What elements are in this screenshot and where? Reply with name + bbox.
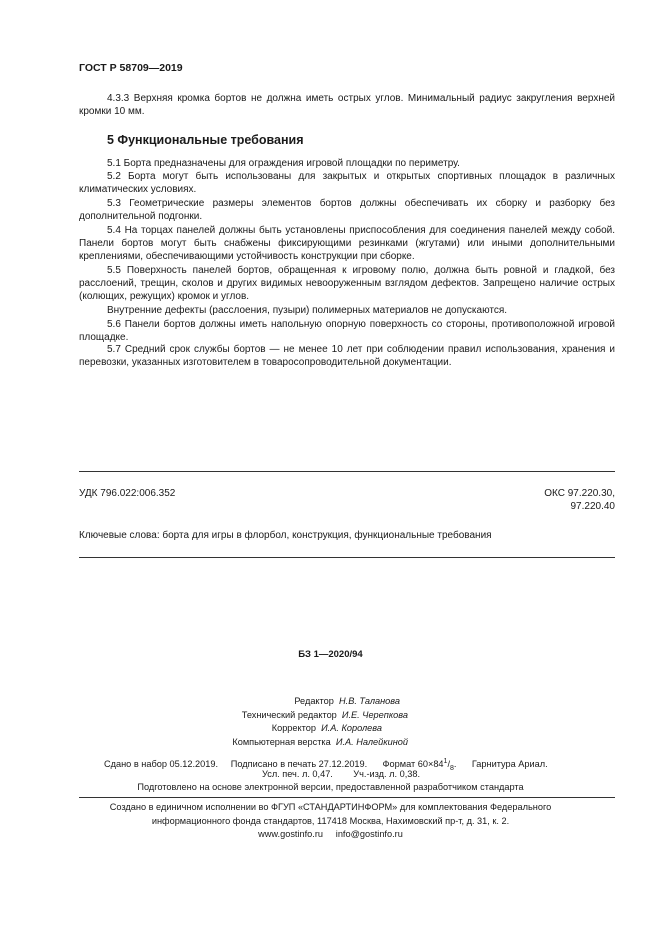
- paragraph-5-2: 5.2 Борта могут быть использованы для закрытых и открытых спортивных площадок в различных климатических условиях.: [79, 171, 615, 196]
- oks-code-1: ОКС 97.220.30,: [544, 488, 615, 499]
- printed-sheets: Усл. печ. л. 0,47.: [262, 769, 333, 779]
- divider-top: [79, 471, 615, 472]
- typeface: Гарнитура Ариал.: [471, 759, 548, 770]
- divider-bottom: [79, 557, 615, 558]
- sign-date: Подписано в печать 27.12.2019.: [230, 759, 368, 770]
- credit-role: Технический редактор: [241, 709, 337, 720]
- set-date: Сдано в набор 05.12.2019.: [104, 759, 219, 770]
- document-header: ГОСТ Р 58709—2019: [79, 62, 183, 74]
- paper-format: Формат $60\times 84^1/_8$.: [382, 758, 457, 772]
- keywords: Ключевые слова: борта для игры в флорбол, конструкция, функциональные требования: [79, 530, 492, 541]
- credit-name: И.А. Королева: [321, 723, 382, 734]
- credit-proofreader: [200, 722, 450, 736]
- email-link[interactable]: info@gostinfo.ru: [335, 829, 403, 839]
- credit-editor: [200, 695, 450, 709]
- paragraph-5-5-defects: Внутренние дефекты (расслоения, пузыри) полимерных материалов не допускаются.: [107, 305, 508, 316]
- imprint-sheets-line: [262, 768, 420, 782]
- paragraph-5-1: 5.1 Борта предназначены для ограждения игровой площадки по периметру.: [107, 158, 460, 169]
- section-title: 5 Функциональные требования: [107, 133, 304, 147]
- udk-code: УДК 796.022:006.352: [79, 488, 176, 499]
- oks-code-2: 97.220.40: [570, 501, 615, 512]
- bulletin-number: БЗ 1—2020/94: [298, 649, 363, 660]
- credit-role: Редактор: [294, 696, 334, 706]
- credit-role: Компьютерная верстка: [232, 736, 331, 747]
- imprint-divider: [79, 797, 615, 798]
- website-link[interactable]: www.gostinfo.ru: [258, 829, 324, 839]
- publisher-line-2: информационного фонда стандартов, 117418 Москва, Нахимовский пр-т, д. 31, к. 2.: [151, 816, 510, 826]
- credit-tech-editor: [200, 709, 450, 723]
- credits-block: [200, 695, 450, 749]
- credit-layout: [200, 736, 450, 750]
- paragraph-5-6: 5.6 Панели бортов должны иметь напольную опорную поверхность со стороны, противоположной игровой площадке.: [79, 319, 615, 344]
- credit-name: И.А. Налейкиной: [335, 736, 408, 747]
- edition-sheets: Уч.-изд. л. 0,38.: [353, 769, 421, 779]
- paragraph-5-3: 5.3 Геометрические размеры элементов бортов должны обеспечивать их сборку и разборку без дополнительной подгонки.: [79, 198, 615, 223]
- paragraph-4-3-3: 4.3.3 Верхняя кромка бортов не должна иметь острых углов. Минимальный радиус закругления верхней кромки 10 мм.: [79, 93, 615, 118]
- credit-name: И.Е. Черепкова: [341, 709, 408, 720]
- paragraph-5-4: 5.4 На торцах панелей должны быть установлены приспособления для соединения панелей между собой. Панели бортов могут быть снабжены фиксирующими резинками (жгутами) или иными дополнительными креплениями, обеспечивающими устойчивость конструкции при сборке.: [79, 225, 615, 263]
- publisher-contacts: [0, 828, 661, 842]
- prepared-note: Подготовлено на основе электронной версии, предоставленной разработчиком стандарта: [137, 782, 524, 792]
- publisher-line-1: Создано в единичном исполнении во ФГУП «СТАНДАРТИНФОРМ» для комплектования Федерального: [109, 802, 552, 812]
- paragraph-5-5: 5.5 Поверхность панелей бортов, обращенная к игровому полю, должна быть ровной и гладкой, без расслоений, трещин, сколов и других видимых невооруженным взглядом дефектов. Запрещено наличие острых (колющих, режущих) кромок и углов.: [79, 265, 615, 303]
- credit-name: Н.В. Таланова: [339, 696, 400, 706]
- paragraph-5-7: 5.7 Средний срок службы бортов — не менее 10 лет при соблюдении правил использования, хранения и перевозки, указанных изготовителем в товаросопроводительной документации.: [79, 344, 615, 369]
- credit-role: Корректор: [271, 723, 316, 734]
